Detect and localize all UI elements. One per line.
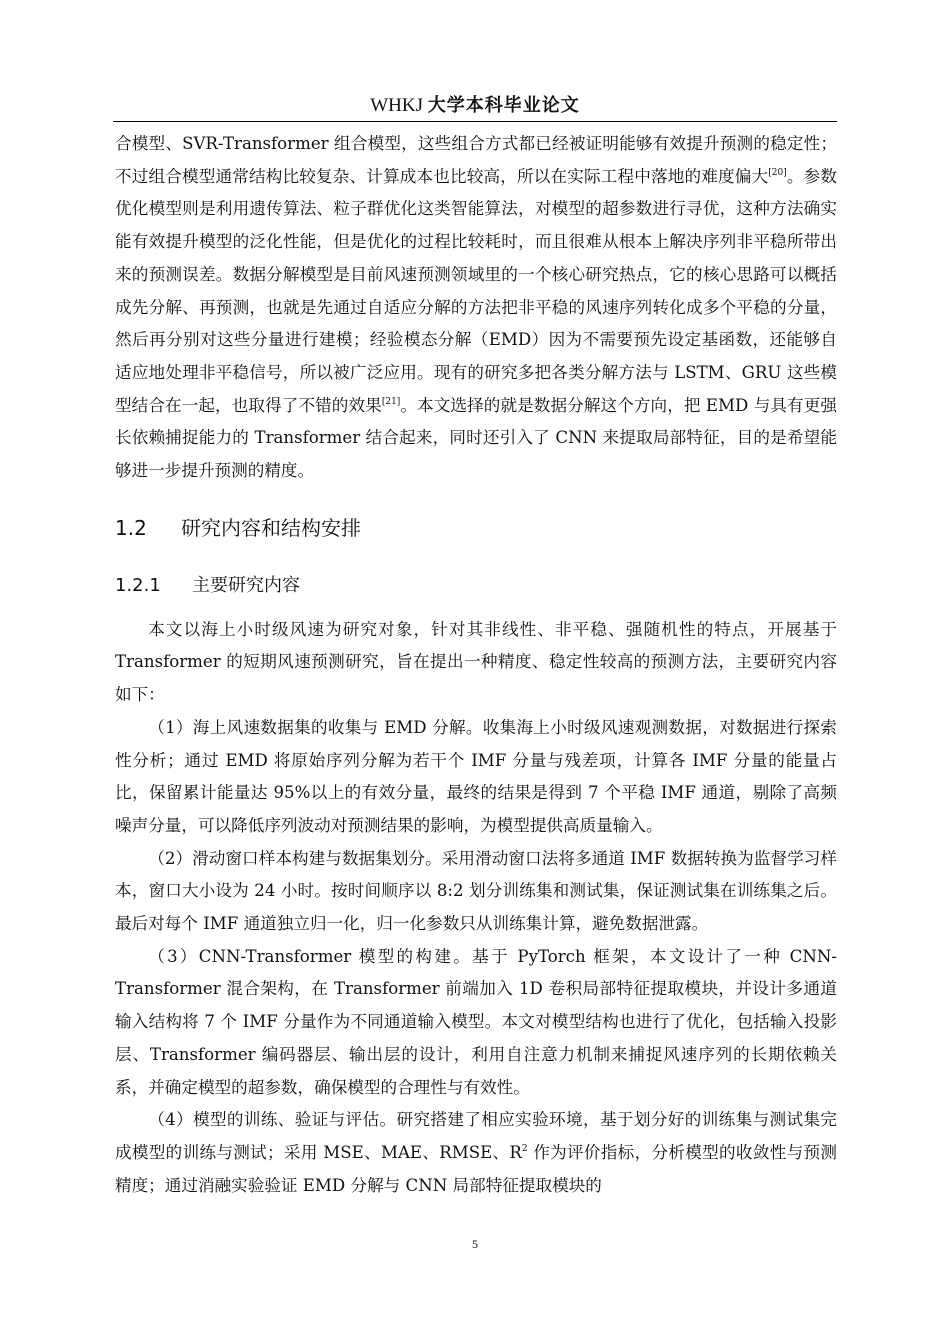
header-prefix: WHKJ bbox=[370, 95, 428, 116]
paragraph: （2）滑动窗口样本构建与数据集划分。采用滑动窗口法将多通道 IMF 数据转换为监督学习样本，窗口大小设为 24 小时。按时间顺序以 8:2 划分训练集和测试集，保证测试集在训练集之后。最后对每个 IMF 通道独立归一化，归一化参数只从训练集计算，避免数据泄露。 bbox=[115, 848, 837, 934]
subsection-heading bbox=[115, 558, 837, 614]
paragraph: 本文以海上小时级风速为研究对象，针对其非线性、非平稳、强随机性的特点，开展基于 Transformer 的短期风速预测研究，旨在提出一种精度、稳定性较高的预测方法，主要研究内容如下： bbox=[115, 619, 837, 705]
paragraph-text: 。本文选择的就是数据分解这个方向，把 EMD 与具有更强长依赖捕捉能力的 Transformer 结合起来，同时还引入了 CNN 来提取局部特征，目的是希望能够进一步提升预测的精度。 bbox=[115, 395, 837, 481]
paragraph: （3）CNN-Transformer 模型的构建。基于 PyTorch 框架，本文设计了一种 CNN-Transformer 混合架构，在 Transformer 前端加入 1D 卷积局部特征提取模块，并设计多通道输入结构将 7 个 IMF 分量作为不同通道输入模型。本文对模型结构也进行了优化，包括输入投影层、Transformer 编码器层、输出层的设计，利用自注意力机制来捕捉风速序列的长期依赖关系，并确定模型的超参数，确保模型的合理性与有效性。 bbox=[115, 946, 837, 1097]
page-body bbox=[115, 128, 837, 1202]
paragraph-continued bbox=[115, 128, 837, 488]
citation-ref: [20] bbox=[768, 167, 787, 178]
header-rule bbox=[113, 121, 837, 122]
subsection-number: 1.2.1 bbox=[115, 574, 161, 596]
subsection-title: 主要研究内容 bbox=[192, 574, 300, 596]
citation-ref: [21] bbox=[381, 396, 401, 407]
page-number: 5 bbox=[472, 1237, 478, 1251]
section-number: 1.2 bbox=[115, 515, 147, 540]
paragraph-text: 作为评价指标，分析模型的收敛性与预测精度；通过消融实验验证 EMD 分解与 CNN 局部特征提取模块的 bbox=[115, 1142, 837, 1195]
paragraph-text: 合模型、SVR-Transformer 组合模型，这些组合方式都已经被证明能够有效提升预测的稳定性；不过组合模型通常结构比较复杂、计算成本也比较高，所以在实际工程中落地的难度偏大 bbox=[115, 134, 837, 186]
header-title: 大学本科毕业论文 bbox=[427, 95, 580, 116]
section-title: 研究内容和结构安排 bbox=[181, 515, 361, 540]
page-header bbox=[113, 92, 837, 119]
section-heading bbox=[115, 498, 837, 558]
paragraph: （1）海上风速数据集的收集与 EMD 分解。收集海上小时级风速观测数据，对数据进行探索性分析；通过 EMD 将原始序列分解为若干个 IMF 分量与残差项，计算各 IMF 分量的能量占比，保留累计能量达 95%以上的有效分量，最终的结果是得到 7 个平稳 IMF 通道，剔除了高频噪声分量，可以降低序列波动对预测结果的影响，为模型提供高质量输入。 bbox=[115, 717, 837, 835]
superscript: 2 bbox=[521, 1143, 528, 1154]
paragraph-text: 。参数优化模型则是利用遗传算法、粒子群优化这类智能算法，对模型的超参数进行寻优，这种方法确实能有效提升模型的泛化性能，但是优化的过程比较耗时，而且很难从根本上解决序列非平稳所带出来的预测误差。数据分解模型是目前风速预测领域里的一个核心研究热点，它的核心思路可以概括成先分解、再预测，也就是先通过自适应分解的方法把非平稳的风速序列转化成多个平稳的分量，然后再分别对这些分量进行建模；经验模态分解（EMD）因为不需要预先设定基函数，还能够自适应地处理非平稳信号，所以被广泛应用。现有的研究多把各类分解方法与 LSTM、GRU 这些模型结合在一起，也取得了不错的效果 bbox=[115, 166, 838, 415]
paragraph bbox=[115, 1104, 837, 1202]
paragraph-text: （4）模型的训练、验证与评估。研究搭建了相应实验环境，基于划分好的训练集与测试集完成模型的训练与测试；采用 MSE、MAE、RMSE、R bbox=[115, 1110, 837, 1162]
